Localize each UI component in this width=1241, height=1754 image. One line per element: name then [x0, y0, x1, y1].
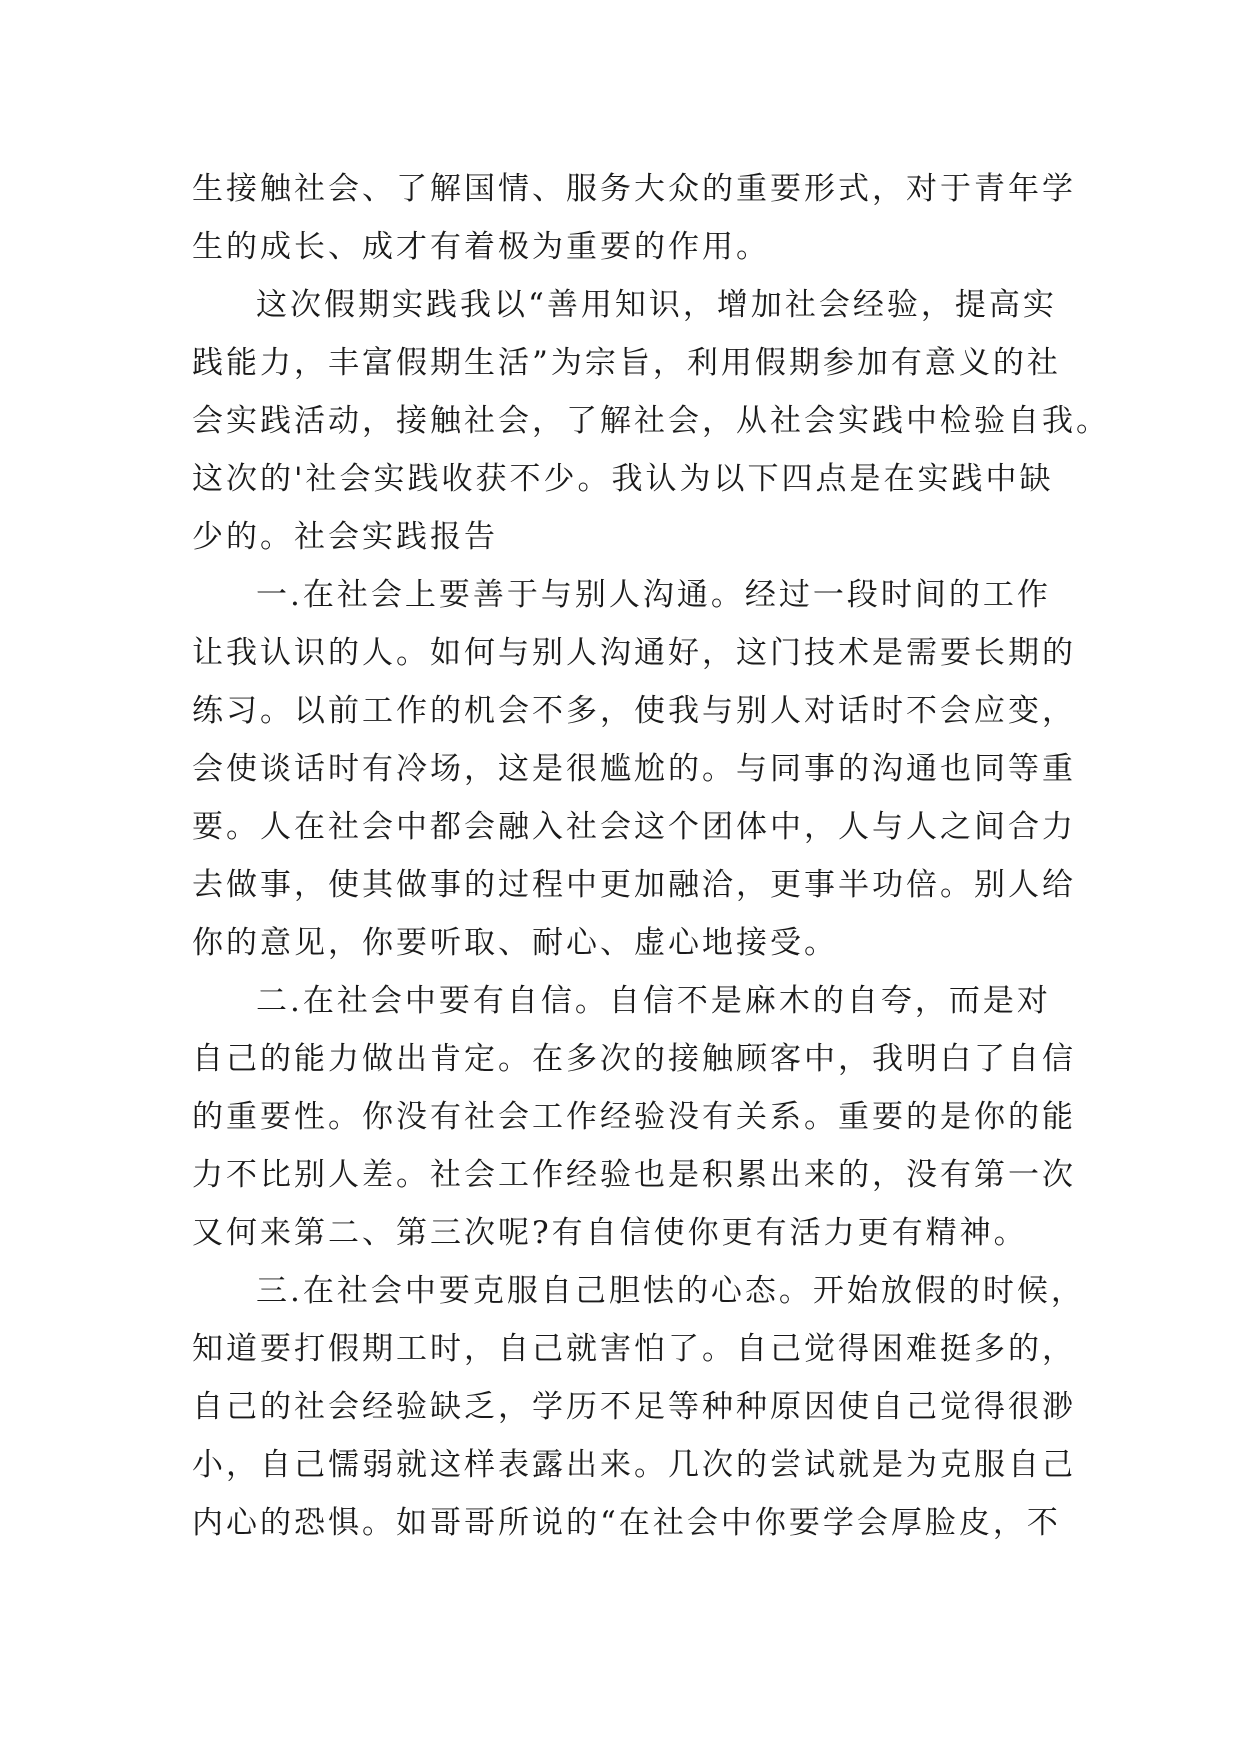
text-line: 这次假期实践我以“善用知识，增加社会经验，提高实: [256, 287, 1057, 323]
text-line: 践能力，丰富假期生活”为宗旨，利用假期参加有意义的社: [192, 345, 1061, 381]
text-line: 三.在社会中要克服自己胆怯的心态。开始放假的时候，: [256, 1273, 1085, 1309]
text-line: 小，自己懦弱就这样表露出来。几次的尝试就是为克服自己: [192, 1447, 1076, 1483]
text-line: 自己的能力做出肯定。在多次的接触顾客中，我明白了自信: [192, 1041, 1076, 1077]
text-line: 二.在社会中要有自信。自信不是麻木的自夸，而是对: [256, 983, 1051, 1019]
text-line: 你的意见，你要听取、耐心、虚心地接受。: [192, 925, 838, 961]
text-line: 知道要打假期工时，自己就害怕了。自己觉得困难挺多的，: [192, 1331, 1076, 1367]
text-line: 自己的社会经验缺乏，学历不足等种种原因使自己觉得很渺: [192, 1389, 1076, 1425]
text-line: 要。人在社会中都会融入社会这个团体中，人与人之间合力: [192, 809, 1076, 845]
text-line: 生的成长、成才有着极为重要的作用。: [192, 229, 770, 265]
text-line: 去做事，使其做事的过程中更加融洽，更事半功倍。别人给: [192, 867, 1076, 903]
text-line: 的重要性。你没有社会工作经验没有关系。重要的是你的能: [192, 1099, 1076, 1135]
text-line: 会使谈话时有冷场，这是很尴尬的。与同事的沟通也同等重: [192, 751, 1076, 787]
text-line: 练习。以前工作的机会不多，使我与别人对话时不会应变，: [192, 693, 1076, 729]
text-line: 少的。社会实践报告: [192, 519, 498, 555]
text-line: 内心的恐惧。如哥哥所说的“在社会中你要学会厚脸皮，不: [192, 1505, 1061, 1541]
text-line: 这次的'社会实践收获不少。我认为以下四点是在实践中缺: [192, 461, 1054, 497]
body-text: [192, 160, 1110, 1552]
text-line: 让我认识的人。如何与别人沟通好，这门技术是需要长期的: [192, 635, 1076, 671]
text-line: 又何来第二、第三次呢?有自信使你更有活力更有精神。: [192, 1215, 1028, 1251]
text-line: 力不比别人差。社会工作经验也是积累出来的，没有第一次: [192, 1157, 1076, 1193]
text-line: 生接触社会、了解国情、服务大众的重要形式，对于青年学: [192, 171, 1076, 207]
text-line: 会实践活动，接触社会，了解社会，从社会实践中检验自我。: [192, 403, 1110, 439]
text-line: 一.在社会上要善于与别人沟通。经过一段时间的工作: [256, 577, 1051, 613]
